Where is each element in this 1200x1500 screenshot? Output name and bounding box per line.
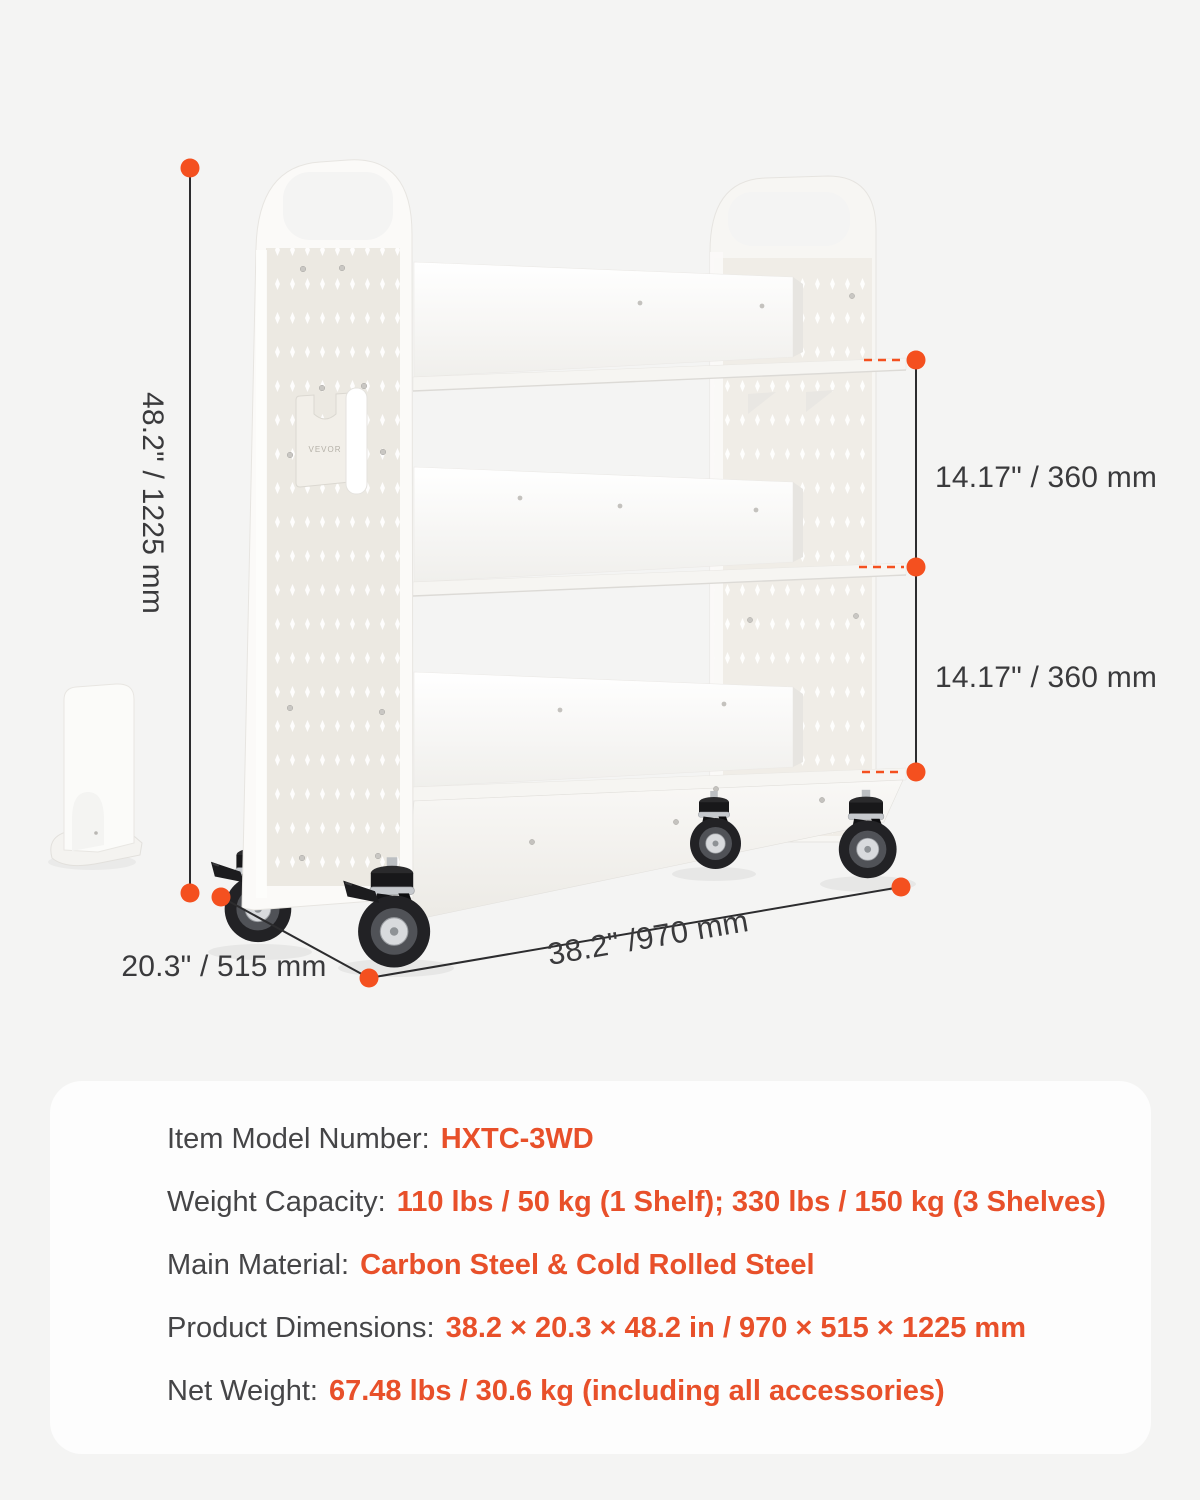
width-dimension-label: 38.2" /970 mm xyxy=(544,903,751,972)
spec-row-net-weight xyxy=(167,1360,1121,1423)
spec-panel xyxy=(50,1081,1151,1454)
spec-label: Product Dimensions: xyxy=(167,1312,435,1344)
spec-value: HXTC-3WD xyxy=(440,1123,594,1155)
spec-label: Main Material: xyxy=(167,1249,350,1281)
spec-label: Weight Capacity: xyxy=(167,1186,386,1218)
spec-row-material xyxy=(167,1234,1121,1297)
shelf-gap-top-label: 14.17" / 360 mm xyxy=(935,461,1158,494)
spec-row-dimensions xyxy=(167,1297,1121,1360)
pocket-rod xyxy=(346,388,367,494)
spec-row-model xyxy=(167,1108,1121,1171)
depth-dimension-label: 20.3" / 515 mm xyxy=(121,950,327,983)
spec-value: 67.48 lbs / 30.6 kg (including all accessories) xyxy=(328,1375,945,1407)
height-dimension-label: 48.2" / 1225 mm xyxy=(136,391,169,615)
left-side-panel xyxy=(242,160,413,910)
spec-label: Net Weight: xyxy=(167,1375,318,1407)
spec-value: 110 lbs / 50 kg (1 Shelf); 330 lbs / 150 kg (3 Shelves) xyxy=(396,1186,1106,1218)
bookend-accessory xyxy=(51,684,142,866)
bottom-apron xyxy=(404,780,903,922)
spec-value: Carbon Steel & Cold Rolled Steel xyxy=(360,1249,815,1281)
spec-label: Item Model Number: xyxy=(167,1123,430,1155)
spec-value: 38.2 × 20.3 × 48.2 in / 970 × 515 × 1225 mm xyxy=(445,1312,1027,1344)
spec-row-weight-capacity xyxy=(167,1171,1121,1234)
pocket-logo-text: VEVOR xyxy=(308,445,342,454)
shelf-gap-bottom-label: 14.17" / 360 mm xyxy=(935,661,1158,694)
